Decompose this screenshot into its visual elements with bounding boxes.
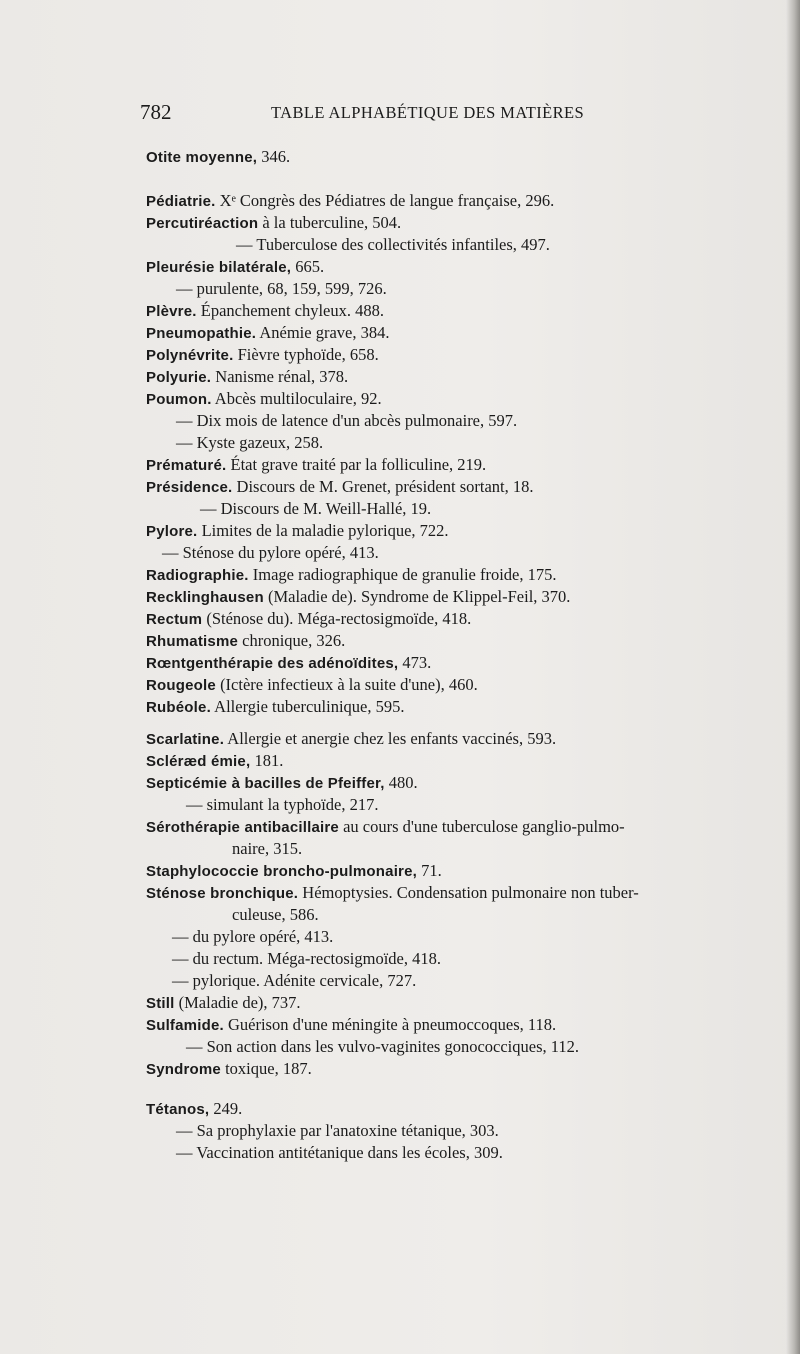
entry-text: 249. [209, 1099, 243, 1118]
entry-text: — du pylore opéré, 413. [172, 927, 334, 946]
entry-text: chronique, 326. [238, 631, 346, 650]
entry-keyword: Septicémie à bacilles de Pfeiffer, [146, 775, 385, 792]
page-header [140, 100, 630, 126]
entry-keyword: Présidence. [146, 479, 233, 496]
index-subentry [162, 542, 379, 564]
entry-text: Anémie grave, 384. [256, 323, 390, 342]
entry-text: Image radiographique de granulie froide, 175. [248, 565, 557, 584]
entry-keyword: Pneumopathie. [146, 325, 257, 342]
entry-keyword: Sérothérapie antibacillaire [146, 819, 339, 836]
index-entry [146, 388, 382, 411]
entry-text: (Ictère infectieux à la suite d'une), 460. [215, 675, 478, 694]
index-subentry [186, 1036, 579, 1058]
entry-keyword: Syndrome [146, 1061, 221, 1078]
entry-text: Guérison d'une méningite à pneumoccoques, 118. [223, 1015, 557, 1034]
running-title: TABLE ALPHABÉTIQUE DES MATIÈRES [271, 103, 585, 122]
entry-text: 480. [384, 773, 418, 792]
index-subentry [176, 1142, 503, 1164]
entry-text: — Discours de M. Weill-Hallé, 19. [200, 499, 432, 518]
entry-text: Hémoptysies. Condensation pulmonaire non tuber- [298, 883, 639, 902]
index-entry [146, 696, 404, 719]
entry-keyword: Rœntgenthérapie des adénoïdites, [146, 655, 399, 672]
entry-keyword: Polyurie. [146, 369, 212, 386]
index-entry [146, 520, 449, 543]
index-subentry [176, 410, 517, 432]
entry-text: 71. [417, 861, 442, 880]
page-number: 782 [140, 100, 172, 124]
index-entry [146, 300, 384, 323]
entry-text: — Tuberculose des collectivités infantiles, 497. [236, 235, 550, 254]
index-entry [146, 454, 486, 477]
entry-text: Fièvre typhoïde, 658. [233, 345, 379, 364]
entry-text: Épanchement chyleux. 488. [196, 301, 385, 320]
entry-text: toxique, 187. [220, 1059, 312, 1078]
entry-keyword: Sténose bronchique. [146, 885, 299, 902]
entry-text: 473. [398, 653, 432, 672]
index-entry [146, 992, 301, 1015]
entry-text: — pylorique. Adénite cervicale, 727. [172, 971, 417, 990]
index-subentry [236, 234, 550, 256]
index-subentry [172, 970, 416, 992]
entry-text: naire, 315. [232, 839, 303, 858]
entry-text: 181. [250, 751, 284, 770]
index-subentry [176, 1120, 499, 1142]
entry-text: (Sténose du). Méga-rectosigmoïde, 418. [202, 609, 472, 628]
entry-text: Abcès multiloculaire, 92. [211, 389, 382, 408]
index-entry [146, 772, 418, 795]
index-subentry [172, 948, 441, 970]
entry-keyword: Polynévrite. [146, 347, 234, 364]
index-entry [146, 882, 639, 905]
entry-text: culeuse, 586. [232, 905, 319, 924]
entry-text: — Dix mois de latence d'un abcès pulmonaire, 597. [176, 411, 518, 430]
entry-text: (Maladie de), 737. [174, 993, 301, 1012]
index-entry [146, 322, 389, 345]
page-edge-shadow [786, 0, 800, 1354]
index-entry [146, 630, 345, 653]
index-entry [146, 652, 431, 675]
entry-keyword: Pleurésie bilatérale, [146, 259, 292, 276]
entry-text: à la tuberculine, 504. [258, 213, 402, 232]
entry-text: au cours d'une tuberculose ganglio-pulmo- [338, 817, 625, 836]
entry-text: Xᵉ Congrès des Pédiatres de langue française, 296. [215, 191, 555, 210]
entry-keyword: Radiographie. [146, 567, 249, 584]
entry-keyword: Prématuré. [146, 457, 227, 474]
entry-keyword: Pylore. [146, 523, 198, 540]
entry-keyword: Plèvre. [146, 303, 197, 320]
entry-keyword: Sulfamide. [146, 1017, 224, 1034]
index-subentry [172, 926, 333, 948]
entry-keyword: Rougeole [146, 677, 216, 694]
index-entry [146, 564, 557, 587]
index-subentry [186, 794, 378, 816]
entry-keyword: Scarlatine. [146, 731, 225, 748]
index-entry [146, 212, 401, 235]
entry-keyword: Pédiatrie. [146, 193, 216, 210]
index-entry [146, 674, 478, 697]
entry-text: — purulente, 68, 159, 599, 726. [176, 279, 387, 298]
entry-text: Nanisme rénal, 378. [211, 367, 349, 386]
entry-text: État grave traité par la folliculine, 219. [226, 455, 487, 474]
entry-text: — Kyste gazeux, 258. [176, 433, 324, 452]
index-subentry [176, 278, 387, 300]
entry-keyword: Recklinghausen [146, 589, 264, 606]
index-entry [146, 750, 283, 773]
index-entry [146, 1014, 556, 1037]
entry-text: — Vaccination antitétanique dans les écoles, 309. [176, 1143, 503, 1162]
entry-keyword: Poumon. [146, 391, 212, 408]
entry-keyword: Rubéole. [146, 699, 211, 716]
entry-text: — simulant la typhoïde, 217. [186, 795, 379, 814]
entry-keyword: Otite moyenne, [146, 149, 258, 166]
index-entry [146, 816, 625, 839]
index-entry [146, 476, 533, 499]
entry-keyword: Staphylococcie broncho-pulmonaire, [146, 863, 418, 880]
index-subentry [176, 432, 323, 454]
index-entry [146, 608, 471, 631]
index-continuation [232, 838, 302, 860]
index-entry [146, 1058, 312, 1081]
entry-keyword: Rhumatisme [146, 633, 239, 650]
index-entry [146, 146, 290, 169]
entry-text: (Maladie de). Syndrome de Klippel-Feil, 370. [263, 587, 571, 606]
index-entry [146, 366, 348, 389]
entry-keyword: Still [146, 995, 175, 1012]
index-entry [146, 586, 570, 609]
entry-keyword: Tétanos, [146, 1101, 210, 1118]
entry-text: Allergie tuberculinique, 595. [210, 697, 405, 716]
index-entry [146, 860, 442, 883]
index-entry [146, 256, 324, 279]
index-entry [146, 190, 554, 213]
index-continuation [232, 904, 319, 926]
entry-text: 346. [257, 147, 291, 166]
index-entry [146, 728, 556, 751]
entry-keyword: Scléræd émie, [146, 753, 251, 770]
entry-text: — Sa prophylaxie par l'anatoxine tétanique, 303. [176, 1121, 499, 1140]
entry-text: Allergie et anergie chez les enfants vaccinés, 593. [224, 729, 557, 748]
index-subentry [200, 498, 431, 520]
index-entry [146, 1098, 242, 1121]
index-entry [146, 344, 379, 367]
entry-keyword: Percutiréaction [146, 215, 259, 232]
entry-text: Discours de M. Grenet, président sortant, 18. [232, 477, 534, 496]
entry-keyword: Rectum [146, 611, 203, 628]
entry-text: — Son action dans les vulvo-vaginites gonococciques, 112. [186, 1037, 580, 1056]
entry-text: 665. [291, 257, 325, 276]
entry-text: — du rectum. Méga-rectosigmoïde, 418. [172, 949, 441, 968]
entry-text: — Sténose du pylore opéré, 413. [162, 543, 379, 562]
entry-text: Limites de la maladie pylorique, 722. [197, 521, 449, 540]
